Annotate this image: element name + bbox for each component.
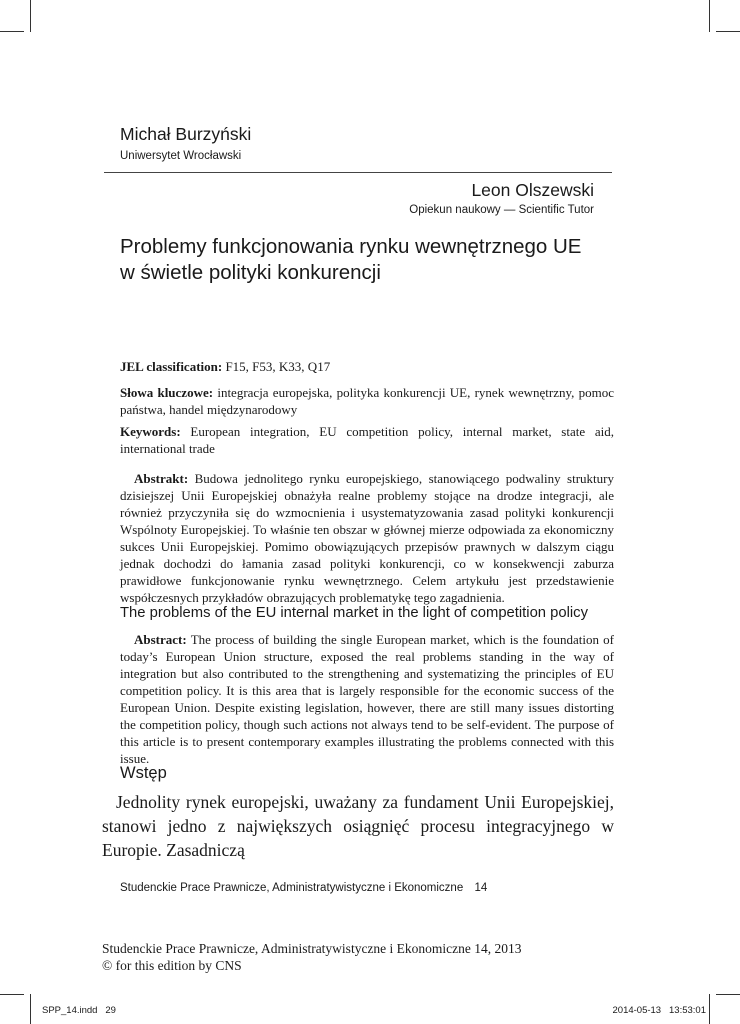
english-keywords-label: Keywords: — [120, 424, 181, 439]
polish-keywords-value: integracja europejska, polityka konkurencji UE, rynek wewnętrzny, pomoc państwa, handel międzynarodowy — [120, 385, 615, 417]
crop-mark-bottom-right-h — [716, 994, 740, 995]
paper-title-line-1: Problemy funkcjonowania rynku wewnętrznego UE — [120, 235, 582, 258]
jel-label: JEL classification: — [120, 359, 223, 374]
polish-abstract-text: Budowa jednolitego rynku europejskiego, stanowiącego podwaliny struktury dzisiejszej Unii Europejskiej obnażyła realne problemy stojące na drodze integracji, ale również przyczyniła się do wzmocnienia i usystematyzowania zasad polityki konkurencji Wspólnoty Europejskiej. To właśnie ten obszar w głównej mierze odpowiada za ekonomiczny sukces Unii Europejskiej. Pomimo obowiązujących przepisów prawnych w dalszym ciągu jednak dochodzi do łamania zasad polityki konkurencji, co w konsekwencji zaburza prawidłowe funkcjonowanie rynku wewnętrznego. Celem artykułu jest przedstawienie współczesnych przykładów obrazujących problematykę tego zagadnienia. — [120, 471, 614, 605]
crop-mark-bottom-right — [709, 994, 710, 1024]
credit-line-1: Studenckie Prace Prawnicze, Administratywistyczne i Ekonomiczne 14, 2013 — [102, 941, 522, 956]
english-abstract-text: The process of building the single European market, which is the foundation of today’s European Union structure, exposed the real problems standing in the way of integration but also contributed to the strengthening and systematizing the principles of EU competition policy. It is this area that is largely responsible for the economic success of the European Union. Despite existing legislation, however, there are still many issues distorting the competition policy, though such actions not always tend to be self-evident. The purpose of this article is to present contemporary examples illustrating the problems connected with this issue. — [120, 632, 614, 766]
crop-mark-bottom-left-h — [0, 994, 24, 995]
jel-classification — [120, 358, 614, 375]
jel-value: F15, F53, K33, Q17 — [225, 359, 331, 374]
crop-mark-top-left-h — [0, 31, 24, 32]
publication-credit — [102, 940, 522, 974]
polish-abstract-label: Abstrakt: — [134, 471, 189, 486]
crop-mark-top-right — [709, 0, 710, 32]
page-number: 14 — [474, 882, 488, 894]
author-affiliation: Uniwersytet Wrocławski — [120, 150, 242, 162]
polish-keywords — [120, 384, 614, 418]
english-keywords-value: European integration, EU competition policy, internal market, state aid, international trade — [120, 424, 614, 456]
polish-abstract — [120, 470, 614, 606]
author-name: Michał Burzyński — [120, 124, 252, 144]
section-heading: Wstęp — [120, 764, 167, 782]
english-title: The problems of the EU internal market in the light of competition policy — [120, 605, 588, 621]
paper-title-line-2: w świetle polityki konkurencji — [120, 261, 381, 284]
slug-timestamp: 2014-05-13 13:53:01 — [612, 1005, 706, 1016]
running-footer — [120, 882, 487, 894]
english-abstract — [120, 631, 614, 767]
credit-line-2: © for this edition by CNS — [102, 958, 242, 973]
paper-title — [120, 234, 620, 286]
running-footer-journal: Studenckie Prace Prawnicze, Administratywistyczne i Ekonomiczne — [120, 882, 464, 894]
tutor-name: Leon Olszewski — [471, 180, 594, 200]
english-abstract-label: Abstract: — [134, 632, 187, 647]
crop-mark-top-right-h — [716, 31, 740, 32]
section-body: Jednolity rynek europejski, uważany za fundament Unii Europejskiej, stanowi jedno z największych osiągnięć procesu integracyjnego w Europie. Zasadniczą — [102, 792, 614, 860]
tutor-role: Opiekun naukowy — Scientific Tutor — [409, 204, 594, 216]
polish-keywords-label: Słowa kluczowe: — [120, 385, 214, 400]
crop-mark-bottom-left — [30, 994, 31, 1024]
header-divider — [104, 172, 612, 173]
crop-mark-top-left — [30, 0, 31, 32]
english-keywords — [120, 423, 614, 457]
slug-filename: SPP_14.indd 29 — [42, 1005, 116, 1016]
